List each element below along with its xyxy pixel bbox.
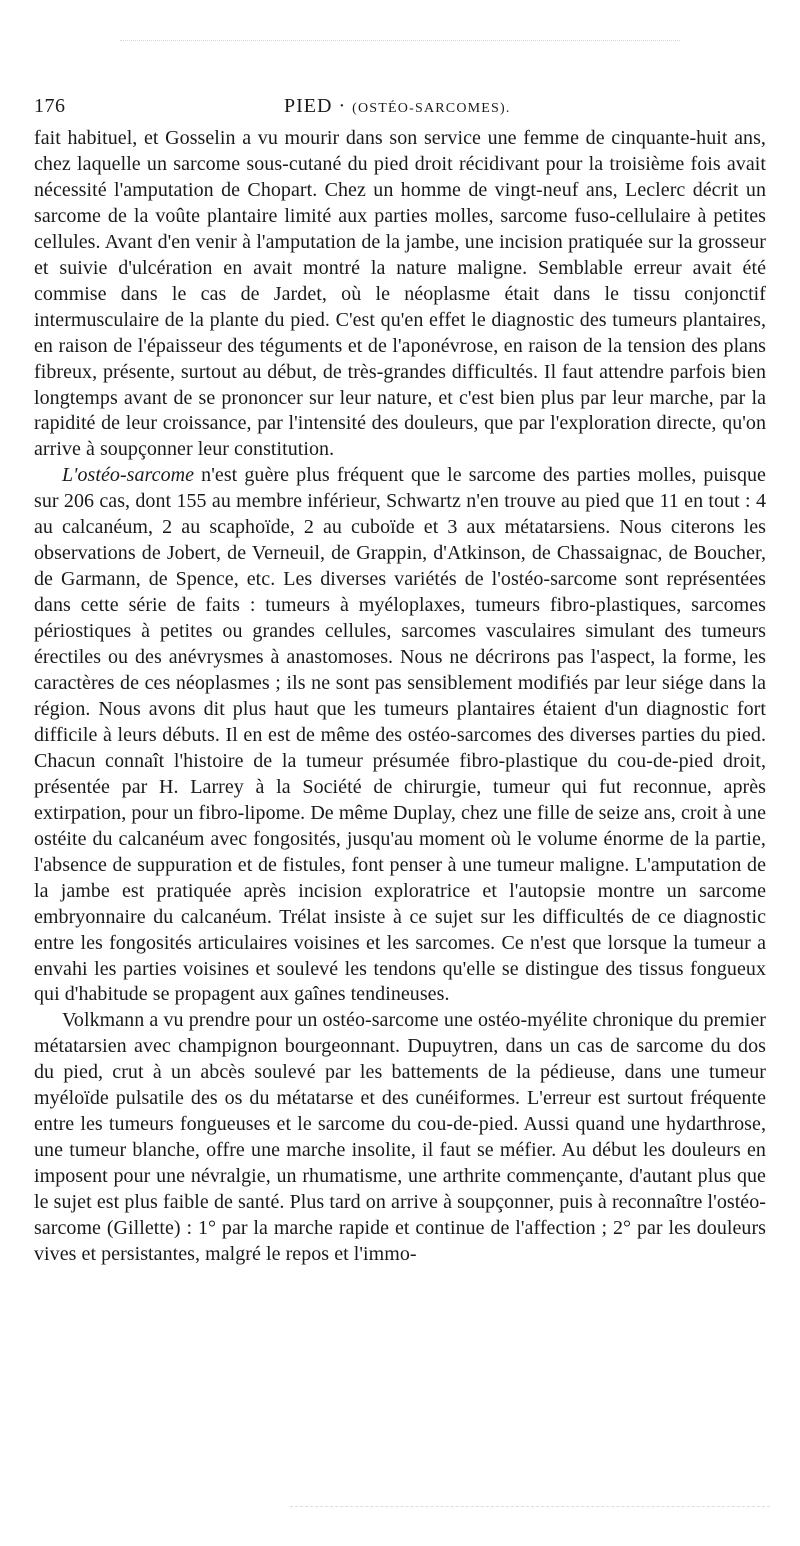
paragraph-text: fait habituel, et Gosselin a vu mourir dans son service une femme de cinquante-huit ans, chez laquelle un sarcome sous-cutané du pied droit récidivant pour la troisième fois avait nécessité l'amputation de Chopart. Chez un homme de vingt-neuf ans, Leclerc décrit un sarcome de la voûte plantaire limité aux parties molles, sarcome fuso-cellulaire à petites cellules. Avant d'en venir à l'amputation de la jambe, une incision pratiquée sur la grosseur et suivie d'ulcération en avait montré la nature maligne. Semblable erreur avait été commise dans le cas de Jardet, où le néoplasme était dans le tissu conjonctif intermusculaire de la plante du pied. C'est qu'en effet le diagnostic des tumeurs plantaires, en raison de l'épaisseur des téguments et de l'aponévrose, en raison de la tension des plans fibreux, présente, surtout au début, de très-grandes difficultés. Il faut attendre parfois bien longtemps avant de se prononcer sur leur nature, et c'est bien plus par leur marche, par la rapidité de leur croissance, par l'intensité des douleurs, que par l'exploration directe, qu'on arrive à soupçonner leur constitution. (34, 127, 766, 461)
page-number: 176 (34, 95, 66, 117)
paragraph (34, 1008, 766, 1268)
running-head-subtitle: (OSTÉO-SARCOMES). (352, 101, 511, 116)
body-text (34, 126, 766, 1268)
running-head-title: PIED (284, 95, 333, 117)
scan-artifact-bottom (290, 1506, 770, 1511)
running-head: PIED · (OSTÉO-SARCOMES). (284, 95, 511, 117)
scan-artifact-top (120, 40, 680, 61)
page-header (34, 95, 769, 123)
paragraph (34, 463, 766, 1008)
paragraph-text: Volkmann a vu prendre pour un ostéo-sarcome une ostéo-myélite chronique du premier métatarsien avec champignon bourgeonnant. Dupuytren, dans un cas de sarcome du dos du pied, crut à un abcès soulevé par les battements de la pédieuse, dans une tumeur myéloïde pulsatile des os du métatarse et des cunéiformes. L'erreur est surtout fréquente entre les tumeurs fongueuses et le sarcome du cou-de-pied. Aussi quand une hydarthrose, une tumeur blanche, offre une marche insolite, il faut se méfier. Au début les douleurs en imposent pour une névralgie, un rhumatisme, une arthrite commençante, d'autant plus que le sujet est plus faible de santé. Plus tard on arrive à soupçonner, puis à reconnaître l'ostéo-sarcome (Gillette) : 1° par la marche rapide et continue de l'affection ; 2° par les douleurs vives et persistantes, malgré le repos et l'immo- (34, 1009, 766, 1265)
paragraph-text: n'est guère plus fréquent que le sarcome des parties molles, puisque sur 206 cas, dont 155 au membre inférieur, Schwartz n'en trouve au pied que 11 en tout : 4 au calcanéum, 2 au scaphoïde, 2 au cuboïde et 3 aux métatarsiens. Nous citerons les observations de Jobert, de Verneuil, de Grappin, d'Atkinson, de Chassaignac, de Boucher, de Garmann, de Spence, etc. Les diverses variétés de l'ostéo-sarcome sont représentées dans cette série de faits : tumeurs à myéloplaxes, tumeurs fibro-plastiques, sarcomes périostiques à petites ou grandes cellules, sarcomes vasculaires simulant des tumeurs érectiles ou des anévrysmes à anastomoses. Nous ne décrirons pas l'aspect, la forme, les caractères de ces néoplasmes ; ils ne sont pas sensiblement modifiés par leur siége dans la région. Nous avons dit plus haut que les tumeurs plantaires étaient d'un diagnostic fort difficile à leurs débuts. Il en est de même des ostéo-sarcomes des diverses parties du pied. Chacun connaît l'histoire de la tumeur présumée fibro-plastique du cou-de-pied droit, présentée par H. Larrey à la Société de chirurgie, tumeur qui fut reconnue, après extirpation, pour un fibro-lipome. De même Duplay, chez une fille de seize ans, croit à une ostéite du calcanéum avec fongosités, jusqu'au moment où le volume énorme de la partie, l'absence de suppuration et de fistules, font penser à une tumeur maligne. L'amputation de la jambe est pratiquée après incision exploratrice et l'autopsie montre un sarcome embryonnaire du calcanéum. Trélat insiste à ce sujet sur les difficultés de ce diagnostic entre les fongosités articulaires voisines et les sarcomes. Ce n'est que lorsque la tumeur a envahi les parties voisines et soulevé les tendons qu'elle se distingue des tissus fongueux qui d'habitude se propagent aux gaînes tendineuses. (34, 464, 766, 1006)
paragraph (34, 126, 766, 463)
paragraph-lead: L'ostéo-sarcome (62, 464, 195, 487)
